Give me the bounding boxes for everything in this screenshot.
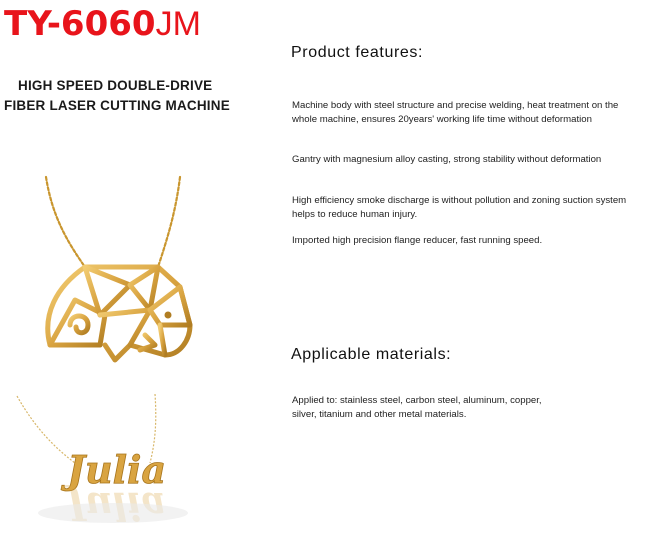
feature-item: High efficiency smoke discharge is without pollution and zoning suction system helps to reduce human injury. <box>292 195 627 220</box>
feature-item: Gantry with magnesium alloy casting, strong stability without deformation <box>292 154 602 165</box>
model-suffix: JM <box>155 5 201 43</box>
chameleon-eye <box>165 312 172 319</box>
subtitle-line-1: HIGH SPEED DOUBLE-DRIVE <box>18 78 213 93</box>
chameleon-pendant-image <box>30 175 205 375</box>
julia-necklace-image <box>5 388 220 536</box>
features-heading: Product features: <box>291 44 424 61</box>
feature-item: Machine body with steel structure and precise welding, heat treatment on the whole machine, ensures 20years' working life time without deformation <box>292 100 619 125</box>
reflection-surface <box>38 503 188 523</box>
necklace-chain <box>46 177 180 267</box>
subtitle-line-2: FIBER LASER CUTTING MACHINE <box>4 98 230 113</box>
feature-item: Imported high precision flange reducer, fast running speed. <box>292 235 543 246</box>
model-number: TY-6060 <box>4 4 156 44</box>
materials-heading: Applicable materials: <box>291 346 452 363</box>
materials-text: Applied to: stainless steel, carbon steel, aluminum, copper, silver, titanium and other metal materials. <box>292 395 542 420</box>
svg-text:Julia: Julia <box>67 447 167 492</box>
model-title <box>4 4 201 44</box>
